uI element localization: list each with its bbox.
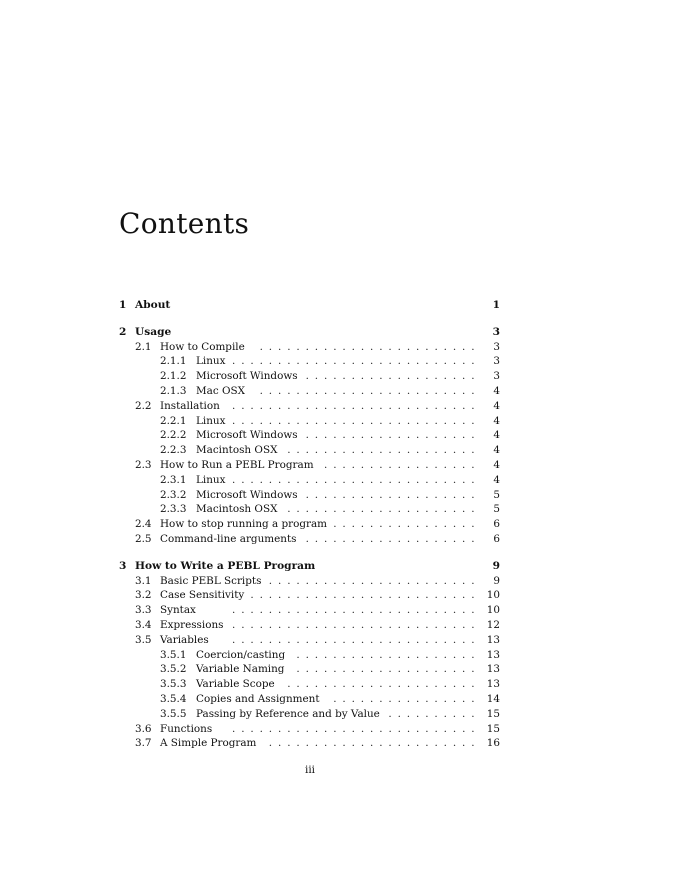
toc-entry-page: 3: [493, 355, 500, 368]
toc-entry-page: 6: [493, 533, 500, 545]
toc-entry-number: 2.1.2: [160, 370, 187, 383]
toc-section-row[interactable]: [0, 588, 680, 602]
toc-entry-page: 6: [493, 518, 500, 531]
toc-chapter-row[interactable]: [0, 298, 680, 312]
toc-section-row[interactable]: [0, 354, 680, 368]
toc-entry-title: Variable Naming: [196, 663, 285, 676]
toc-dot-leader: ................: [333, 518, 481, 531]
toc-entry-number: 2.3.2: [160, 488, 187, 501]
toc-section-row[interactable]: [0, 603, 680, 617]
toc-dot-leader: ...................: [305, 370, 481, 383]
toc-dot-leader: ...........................: [232, 722, 481, 735]
toc-entry-number: 1: [119, 299, 127, 311]
toc-dot-leader: .....................: [287, 503, 481, 516]
toc-dot-leader: ........................: [259, 385, 481, 397]
toc-dot-leader: ...........................: [232, 473, 481, 486]
toc-section-row[interactable]: [0, 574, 680, 588]
toc-entry-page: 9: [492, 559, 500, 572]
toc-section-row[interactable]: [0, 692, 680, 706]
toc-entry-number: 3.5.4: [160, 693, 187, 705]
toc-entry-title: Microsoft Windows: [196, 429, 298, 442]
toc-entry-page: 3: [493, 370, 500, 383]
toc-section-row[interactable]: [0, 414, 680, 428]
toc-entry-number: 2.1: [135, 340, 152, 353]
toc-entry-number: 3.6: [135, 722, 152, 735]
toc-entry-title: Installation: [160, 399, 220, 412]
toc-entry-page: 15: [486, 722, 500, 735]
toc-dot-leader: ...........................: [232, 414, 481, 427]
toc-entry-page: 16: [486, 737, 500, 750]
toc-entry-page: 10: [486, 604, 500, 617]
toc-entry-title: Expressions: [160, 619, 224, 631]
toc-dot-leader: ...................: [305, 488, 481, 501]
toc-section-row[interactable]: [0, 722, 680, 736]
toc-section-row[interactable]: [0, 384, 680, 398]
toc-dot-leader: .....................: [287, 444, 481, 457]
toc-entry-page: 13: [486, 648, 500, 661]
page-title: Contents: [119, 207, 250, 240]
toc-entry-page: 13: [486, 663, 500, 676]
toc-dot-leader: .....................: [287, 678, 481, 691]
page-number: iii: [305, 764, 315, 776]
toc-entry-page: 4: [493, 414, 500, 427]
toc-entry-title: Coercion/casting: [196, 648, 286, 661]
toc-section-row[interactable]: [0, 662, 680, 676]
toc-entry-title: Functions: [160, 722, 213, 735]
toc-entry-page: 4: [493, 444, 500, 457]
toc-entry-number: 3: [119, 559, 127, 572]
toc-dot-leader: ...........................: [232, 355, 481, 368]
toc-entry-number: 2.1.1: [160, 355, 187, 368]
toc-entry-page: 15: [486, 707, 500, 720]
toc-entry-title: How to Write a PEBL Program: [135, 559, 316, 572]
toc-entry-title: Case Sensitivity: [160, 589, 245, 602]
toc-entry-number: 3.5: [135, 633, 152, 646]
toc-entry-number: 2.3.1: [160, 473, 187, 486]
toc-entry-title: How to stop running a program: [160, 518, 328, 531]
toc-entry-number: 3.7: [135, 737, 152, 750]
toc-entry-title: Usage: [135, 325, 172, 338]
toc-section-row[interactable]: [0, 428, 680, 442]
toc-dot-leader: .......................: [268, 737, 481, 750]
toc-entry-number: 3.5.3: [160, 678, 187, 691]
toc-section-row[interactable]: [0, 648, 680, 662]
toc-dot-leader: .........................: [250, 589, 481, 602]
toc-section-row[interactable]: [0, 473, 680, 487]
toc-section-row[interactable]: [0, 443, 680, 457]
toc-entry-number: 3.5.2: [160, 663, 187, 676]
toc-section-row[interactable]: [0, 707, 680, 721]
toc-entry-number: 2.3: [135, 459, 152, 471]
toc-section-row[interactable]: [0, 618, 680, 632]
toc-entry-page: 4: [493, 385, 500, 397]
toc-entry-number: 3.5.1: [160, 648, 187, 661]
toc-entry-page: 13: [486, 633, 500, 646]
toc-entry-title: Linux: [196, 355, 226, 368]
toc-dot-leader: ...................: [305, 429, 481, 442]
toc-entry-page: 5: [493, 488, 500, 501]
toc-entry-number: 2.1.3: [160, 385, 187, 397]
toc-dot-leader: ....................: [296, 663, 481, 676]
toc-entry-number: 2.2.1: [160, 414, 187, 427]
toc-entry-number: 3.3: [135, 604, 152, 617]
toc-section-row[interactable]: [0, 736, 680, 750]
toc-entry-title: How to Run a PEBL Program: [160, 459, 314, 471]
toc-entry-number: 3.4: [135, 619, 152, 631]
toc-entry-title: How to Compile: [160, 340, 245, 353]
toc-dot-leader: ...........................: [232, 399, 481, 412]
toc-entry-page: 3: [492, 325, 500, 338]
toc-dot-leader: ........................: [259, 340, 481, 353]
toc-section-row[interactable]: [0, 369, 680, 383]
toc-entry-title: Variables: [160, 633, 209, 646]
toc-entry-title: Variable Scope: [196, 678, 275, 691]
toc-section-row[interactable]: [0, 488, 680, 502]
toc-entry-title: Linux: [196, 473, 226, 486]
toc-entry-title: Microsoft Windows: [196, 488, 298, 501]
toc-section-row[interactable]: [0, 633, 680, 647]
toc-entry-number: 2.4: [135, 518, 152, 531]
toc-dot-leader: .......................: [268, 574, 481, 587]
toc-dot-leader: ...........................: [232, 604, 481, 617]
toc-entry-number: 2.5: [135, 533, 152, 545]
toc-dot-leader: ...........................: [232, 633, 481, 646]
toc-section-row[interactable]: [0, 517, 680, 531]
toc-entry-page: 13: [486, 678, 500, 691]
toc-section-row[interactable]: [0, 458, 680, 472]
toc-entry-number: 2.2: [135, 399, 152, 412]
toc-entry-page: 4: [493, 473, 500, 486]
toc-entry-page: 9: [493, 574, 500, 587]
toc-entry-page: 4: [493, 399, 500, 412]
toc-entry-number: 2.3.3: [160, 503, 187, 516]
toc-entry-number: 3.5.5: [160, 707, 187, 720]
toc-entry-number: 3.2: [135, 589, 152, 602]
toc-entry-page: 14: [486, 693, 500, 705]
toc-entry-title: About: [135, 299, 171, 311]
toc-entry-title: Macintosh OSX: [196, 503, 278, 516]
toc-entry-page: 1: [492, 299, 500, 311]
toc-entry-title: Basic PEBL Scripts: [160, 574, 262, 587]
toc-dot-leader: ....................: [296, 648, 481, 661]
toc-entry-title: Passing by Reference and by Value: [196, 707, 380, 720]
toc-dot-leader: ...................: [305, 533, 481, 545]
toc-section-row[interactable]: [0, 340, 680, 354]
toc-entry-page: 4: [493, 429, 500, 442]
toc-entry-title: Syntax: [160, 604, 196, 617]
toc-entry-title: Mac OSX: [196, 385, 245, 397]
toc-section-row[interactable]: [0, 502, 680, 516]
toc-entry-page: 10: [486, 589, 500, 602]
toc-section-row[interactable]: [0, 399, 680, 413]
toc-entry-title: Copies and Assignment: [196, 693, 320, 705]
toc-dot-leader: .................: [324, 459, 481, 471]
toc-entry-number: 2: [119, 325, 127, 338]
toc-entry-title: Microsoft Windows: [196, 370, 298, 383]
toc-entry-page: 3: [493, 340, 500, 353]
toc-dot-leader: ...........................: [232, 619, 481, 631]
toc-entry-title: Linux: [196, 414, 226, 427]
toc-entry-number: 2.2.2: [160, 429, 187, 442]
toc-entry-page: 12: [486, 619, 500, 631]
toc-entry-number: 2.2.3: [160, 444, 187, 457]
toc-entry-title: Command-line arguments: [160, 533, 297, 545]
toc-dot-leader: ................: [333, 693, 481, 705]
toc-entry-title: A Simple Program: [160, 737, 257, 750]
toc-dot-leader: ..........: [388, 707, 481, 720]
toc-section-row[interactable]: [0, 532, 680, 546]
toc-chapter-row[interactable]: [0, 559, 680, 573]
toc-entry-page: 4: [493, 459, 500, 471]
toc-entry-title: Macintosh OSX: [196, 444, 278, 457]
toc-entry-number: 3.1: [135, 574, 152, 587]
toc-chapter-row[interactable]: [0, 325, 680, 339]
toc-entry-page: 5: [493, 503, 500, 516]
toc-section-row[interactable]: [0, 677, 680, 691]
